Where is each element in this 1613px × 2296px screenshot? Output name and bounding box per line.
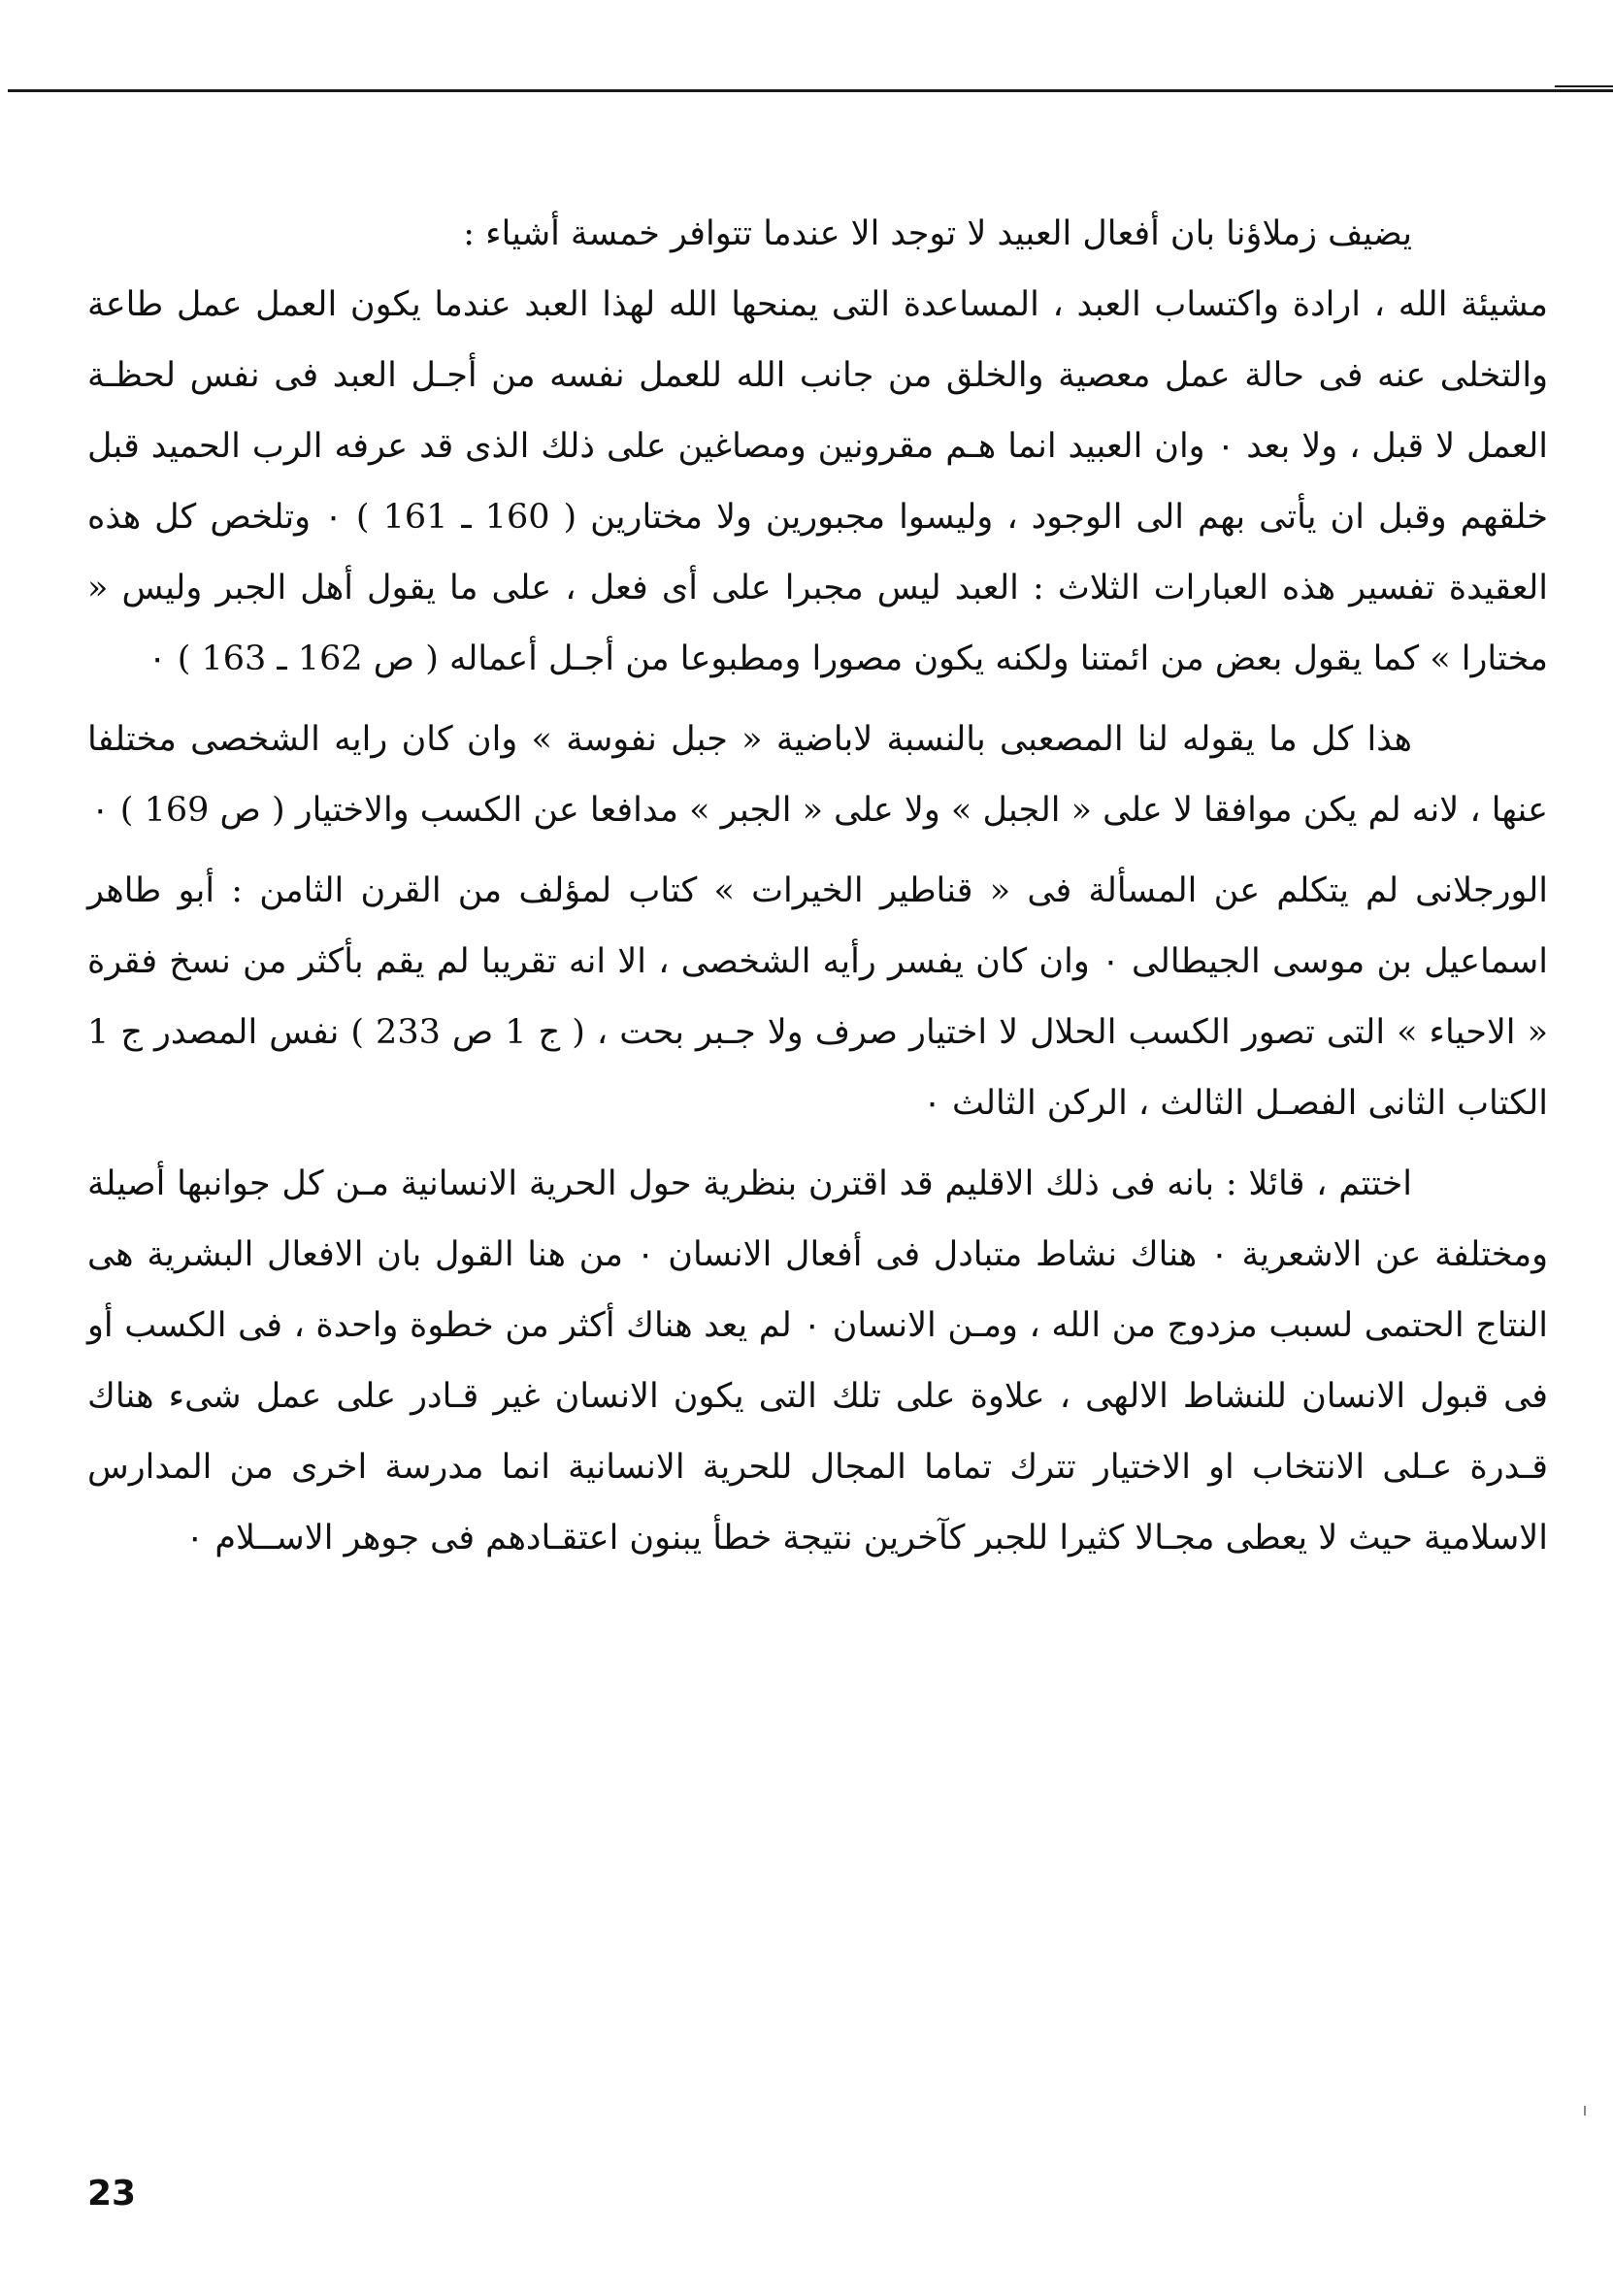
- page-number: 23: [87, 2174, 137, 2214]
- paragraph-five-things: مشيئة الله ، ارادة واكتساب العبد ، المساعدة التى يمنحها الله لهذا العبد عندما يكون العمل عمل طاعة والتخلى عنه فى حالة عمل معصية والخلق من جانب الله للعمل نفسه من أجـل العبد فى نفس لحظـة العمل لا قبل ، ولا بعد ٠ وان العبيد انما هـم مقرونين ومصاغين على ذلك الذى قد عرفه الرب الحميد قبل خلقهم وقبل ان يأتى بهم الى الوجود ، وليسوا مجبورين ولا مختارين ( 160 ـ 161 ) ٠ وتلخص كل هذه العقيدة تفسير هذه العبارات الثلاث : العبد ليس مجبرا على أى فعل ، على ما يقول أهل الجبر وليس « مختارا » كما يقول بعض من ائمتنا ولكنه يكون مصورا ومطبوعا من أجـل أعماله ( ص 162 ـ 163 ) ٠: [87, 285, 1549, 678]
- paragraph-warjalani: الورجلانى لم يتكلم عن المسألة فى « قناطير الخيرات » كتاب لمؤلف من القرن الثامن : أبو طاهر اسماعيل بن موسى الجيطالى ٠ وان كان يفسر رأيه الشخصى ، الا انه تقريبا لم يقم بأكثر من نسخ فقرة « الاحياء » التى تصور الكسب الحلال لا اختيار صرف ولا جـبر بحت ، ( ج 1 ص 233 ) نفس المصدر ج 1 الكتاب الثانى الفصـل الثالث ، الركن الثالث ٠: [87, 871, 1548, 1123]
- paragraph-intro: يضيف زملاؤنا بان أفعال العبيد لا توجد الا عندما تتوافر خمسة أشياء :: [463, 214, 1412, 253]
- paragraph-musabi: هذا كل ما يقوله لنا المصعبى بالنسبة لاباضية « جبل نفوسة » وان كان رايه الشخصى مختلفا عنها ، لانه لم يكن موافقا لا على « الجبل » ولا على « الجبر » مدافعا عن الكسب والاختيار ( ص 169 ) ٠: [87, 720, 1548, 830]
- paragraph-conclusion: اختتم ، قائلا : بانه فى ذلك الاقليم قد اقترن بنظرية حول الحرية الانسانية مـن كل جوانبها أصيلة ومختلفة عن الاشعرية ٠ هناك نشاط متبادل فى أفعال الانسان ٠ من هنا القول بان الافعال البشرية هى النتاج الحتمى لسبب مزدوج من الله ، ومـن الانسان ٠ لم يعد هناك أكثر من خطوة واحدة ، فى الكسب أو فى قبول الانسان للنشاط الالهى ، علاوة على تلك التى يكون الانسان غير قـادر على عمل شىء هناك قـدرة عـلى الانتخاب او الاختيار تترك تماما المجال للحرية الانسانية انما مدرسة اخرى من المدارس الاسلامية حيث لا يعطى مجـالا كثيرا للجبر كآخرين نتيجة خطأ يبنون اعتقـادهم فى جوهر الاســلام ٠: [87, 1164, 1549, 1558]
- body-text: [87, 199, 1548, 1574]
- margin-mark: [1584, 2106, 1586, 2116]
- top-rule: [8, 89, 1613, 92]
- top-rule-tick: [1555, 85, 1613, 87]
